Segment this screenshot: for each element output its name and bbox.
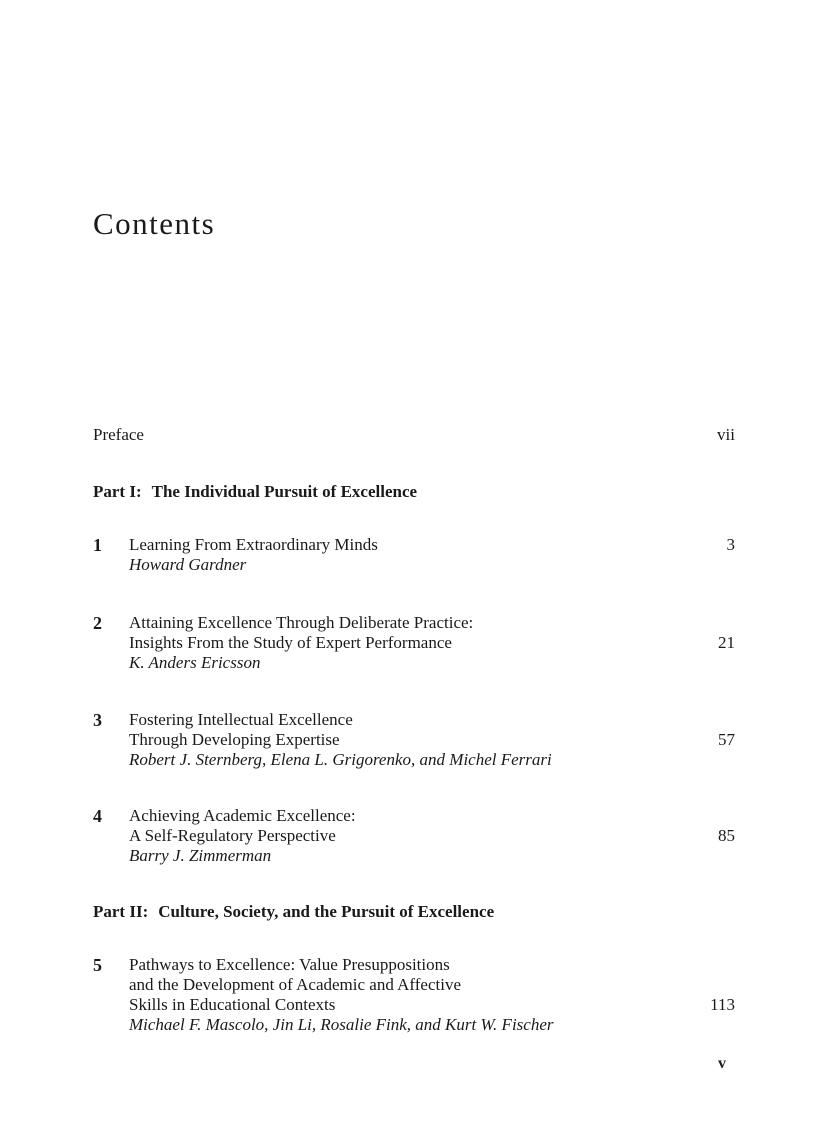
part-label: Part II: xyxy=(93,902,149,921)
chapter-number: 5 xyxy=(93,955,102,975)
folio-page-number: v xyxy=(718,1055,726,1072)
page-number: 85 xyxy=(718,826,735,845)
chapter-authors: K. Anders Ericsson xyxy=(129,653,261,672)
page-number: 3 xyxy=(726,535,735,554)
entry-title: Preface xyxy=(93,425,144,444)
page-number: 113 xyxy=(710,995,735,1014)
chapter-title-line: Skills in Educational Contexts xyxy=(129,995,336,1014)
page-number: 57 xyxy=(718,730,735,749)
chapter-authors: Barry J. Zimmerman xyxy=(129,846,272,865)
chapter-title-line: Attaining Excellence Through Deliberate Practice: xyxy=(129,613,474,632)
chapter-number: 4 xyxy=(93,806,102,826)
page-title: Contents xyxy=(93,206,216,241)
chapter-title-line: Pathways to Excellence: Value Presuppositions xyxy=(129,955,450,974)
toc-entry-chapter-4[interactable] xyxy=(93,806,735,866)
chapter-authors: Robert J. Sternberg, Elena L. Grigorenko, and Michel Ferrari xyxy=(129,750,552,769)
part-heading-1 xyxy=(93,481,735,502)
chapter-title-line: and the Development of Academic and Affective xyxy=(129,975,462,994)
chapter-title-line: Achieving Academic Excellence: xyxy=(129,806,356,825)
part-title: Culture, Society, and the Pursuit of Excellence xyxy=(158,902,495,921)
toc-entry-preface[interactable] xyxy=(93,424,735,445)
part-heading-2 xyxy=(93,901,735,922)
chapter-title-line: Through Developing Expertise xyxy=(129,730,340,749)
chapter-title-line: A Self-Regulatory Perspective xyxy=(129,826,336,845)
chapter-title-line: Learning From Extraordinary Minds xyxy=(129,535,378,554)
chapter-authors: Howard Gardner xyxy=(129,555,247,574)
toc-entry-chapter-5[interactable] xyxy=(93,955,735,1035)
chapter-number: 3 xyxy=(93,710,102,730)
chapter-number: 1 xyxy=(93,535,102,555)
chapter-title-line: Insights From the Study of Expert Performance xyxy=(129,633,452,652)
chapter-authors: Michael F. Mascolo, Jin Li, Rosalie Fink, and Kurt W. Fischer xyxy=(129,1015,554,1034)
part-label: Part I: xyxy=(93,482,142,501)
table-of-contents xyxy=(93,424,735,1035)
page-number: 21 xyxy=(718,633,735,652)
chapter-number: 2 xyxy=(93,613,102,633)
toc-entry-chapter-2[interactable] xyxy=(93,613,735,673)
part-title: The Individual Pursuit of Excellence xyxy=(151,482,418,501)
toc-entry-chapter-3[interactable] xyxy=(93,710,735,770)
chapter-title-line: Fostering Intellectual Excellence xyxy=(129,710,353,729)
page-number: vii xyxy=(717,425,735,444)
toc-entry-chapter-1[interactable] xyxy=(93,535,735,575)
